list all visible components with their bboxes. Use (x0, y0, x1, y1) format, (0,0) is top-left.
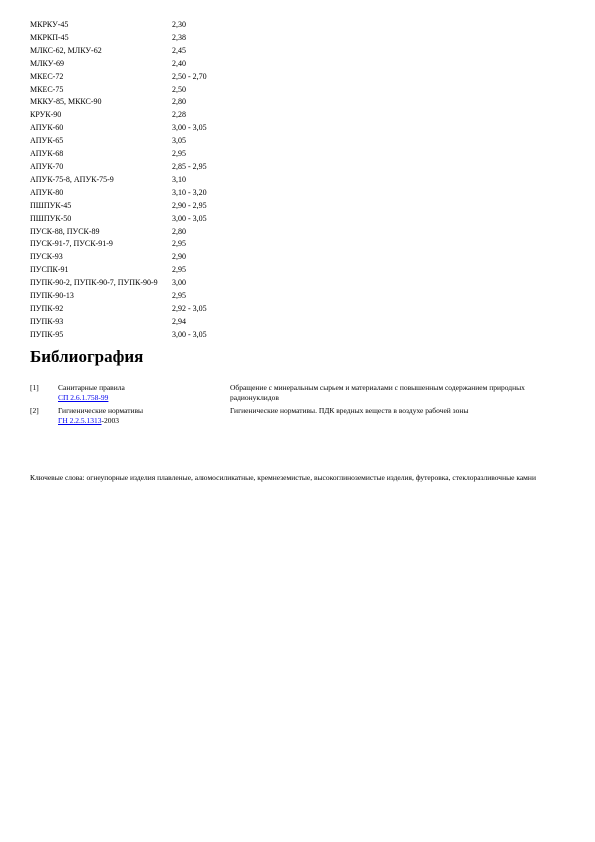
bibliography-description: Обращение с минеральным сырьем и материалами с повышенным содержанием природных радионуклидов (230, 383, 525, 402)
grade-name-cell: ПУСК-91-7, ПУСК-91-9 (30, 239, 113, 249)
grade-value-cell: 2,95 (172, 239, 186, 249)
grade-value-cell: 2,95 (172, 149, 186, 159)
table-row (30, 200, 252, 213)
grades-density-table (30, 19, 252, 342)
table-row (30, 122, 252, 135)
grade-name-cell: МКРКУ-45 (30, 20, 69, 29)
table-row (30, 96, 252, 109)
grade-value-cell: 2,40 (172, 58, 186, 68)
table-row (30, 174, 252, 187)
grade-name-cell: МКРКП-45 (30, 32, 69, 42)
grade-value-cell: 2,90 - 2,95 (172, 200, 207, 210)
grade-name-cell: МЛКС-62, МЛКУ-62 (30, 45, 102, 55)
table-row (30, 135, 252, 148)
bibliography-source (58, 383, 230, 403)
grade-value-cell: 2,85 - 2,95 (172, 161, 207, 171)
table-row (30, 71, 252, 84)
grade-name-cell: АПУК-60 (30, 123, 64, 133)
table-row (30, 316, 252, 329)
grade-name-cell: ПУСК-93 (30, 252, 63, 262)
bibliography-code-suffix: -2003 (101, 416, 120, 425)
bibliography-source-type: Санитарные правила (58, 383, 125, 392)
bibliography-item (30, 383, 560, 403)
grade-value-cell: 2,90 (172, 252, 186, 262)
grade-value-cell: 2,80 (172, 226, 186, 236)
bibliography-item (30, 406, 560, 426)
grade-value-cell: 2,50 (172, 84, 186, 94)
table-row (30, 303, 252, 316)
bibliography-code-link[interactable]: СП 2.6.1.758-99 (58, 393, 109, 402)
table-row (30, 45, 252, 58)
bibliography-source-type: Гигиенические нормативы (58, 406, 144, 415)
table-row (30, 187, 252, 200)
grade-value-cell: 2,80 (172, 97, 186, 107)
table-row (30, 58, 252, 71)
grade-value-cell: 2,95 (172, 265, 186, 275)
grade-name-cell: МКЕС-72 (30, 71, 64, 81)
grade-name-cell: ПУПК-93 (30, 316, 64, 326)
table-row (30, 84, 252, 97)
grade-value-cell: 3,10 (172, 174, 186, 184)
keywords-paragraph: Ключевые слова: огнеупорные изделия плавленые, алюмосиликатные, кремнеземистые, высокоглиноземистые изделия, футеровка, стеклоразливочные камни (30, 473, 536, 482)
grade-value-cell: 3,00 (172, 278, 186, 288)
grade-name-cell: КРУК-90 (30, 110, 62, 120)
grade-name-cell: АПУК-70 (30, 161, 64, 171)
grade-value-cell: 3,00 - 3,05 (172, 213, 207, 223)
grade-value-cell: 2,45 (172, 45, 186, 55)
grade-value-cell: 2,28 (172, 110, 186, 120)
bibliography-source (58, 406, 230, 426)
grade-name-cell: АПУК-75-8, АПУК-75-9 (30, 174, 114, 184)
grade-name-cell: ПУПК-92 (30, 303, 64, 313)
grade-name-cell: ПУПК-90-13 (30, 291, 74, 301)
grade-name-cell: АПУК-68 (30, 149, 64, 159)
grade-name-cell: ПУПК-90-2, ПУПК-90-7, ПУПК-90-9 (30, 278, 158, 288)
grade-value-cell: 3,00 - 3,05 (172, 329, 207, 339)
table-row (30, 290, 252, 303)
grade-name-cell: МККУ-85, МККС-90 (30, 97, 102, 107)
grade-value-cell: 2,30 (172, 20, 186, 29)
table-row (30, 213, 252, 226)
table-row (30, 32, 252, 45)
grade-name-cell: МКЕС-75 (30, 84, 64, 94)
grade-value-cell: 2,38 (172, 32, 186, 42)
grade-value-cell: 3,10 - 3,20 (172, 187, 207, 197)
table-row (30, 251, 252, 264)
table-row (30, 109, 252, 122)
bibliography-list (30, 383, 560, 429)
grade-name-cell: ПУСПК-91 (30, 265, 69, 275)
grade-name-cell: ПШПУК-50 (30, 213, 72, 223)
grade-name-cell: ПУСК-88, ПУСК-89 (30, 226, 100, 236)
grade-value-cell: 3,00 - 3,05 (172, 123, 207, 133)
grade-name-cell: ПУПК-95 (30, 329, 64, 339)
bibliography-heading: Библиография (30, 347, 144, 366)
grade-value-cell: 2,94 (172, 316, 186, 326)
grade-name-cell: АПУК-65 (30, 136, 64, 146)
bibliography-code-link[interactable]: ГН 2.2.5.1313 (58, 416, 102, 425)
bibliography-number: [1] (30, 383, 39, 392)
table-row (30, 148, 252, 161)
table-row (30, 19, 252, 32)
grade-value-cell: 3,05 (172, 136, 186, 146)
bibliography-description: Гигиенические нормативы. ПДК вредных веществ в воздухе рабочей зоны (230, 406, 469, 415)
grade-value-cell: 2,50 - 2,70 (172, 71, 207, 81)
table-row (30, 277, 252, 290)
table-row (30, 238, 252, 251)
bibliography-number: [2] (30, 406, 39, 415)
grade-name-cell: ПШПУК-45 (30, 200, 72, 210)
grade-name-cell: АПУК-80 (30, 187, 64, 197)
grade-name-cell: МЛКУ-69 (30, 58, 65, 68)
grade-value-cell: 2,92 - 3,05 (172, 303, 207, 313)
grade-value-cell: 2,95 (172, 291, 186, 301)
table-row (30, 329, 252, 342)
table-row (30, 264, 252, 277)
table-row (30, 226, 252, 239)
table-row (30, 161, 252, 174)
grades-table-body (30, 19, 252, 342)
